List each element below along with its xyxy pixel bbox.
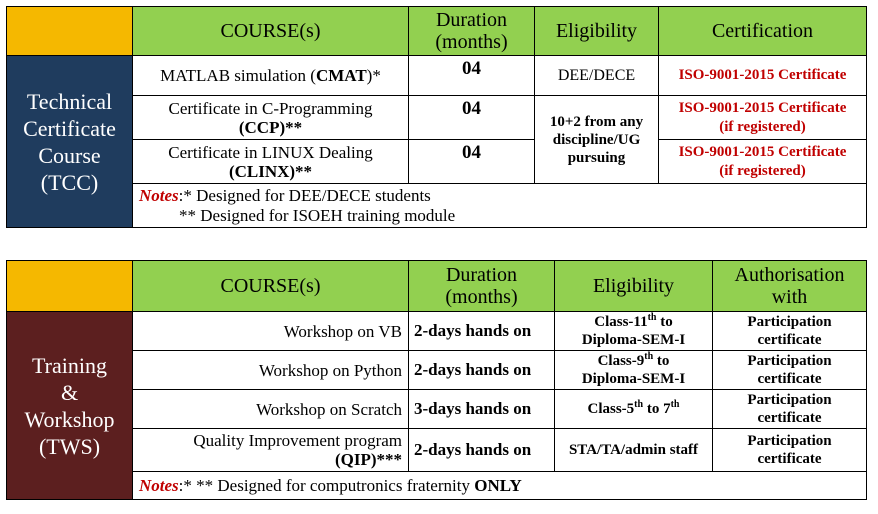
course-name: Certificate in C-Programming (CCP)**: [133, 96, 409, 140]
header-course: COURSE(s): [133, 261, 409, 312]
tws-table: [6, 260, 867, 500]
course-duration: 04: [409, 96, 535, 140]
course-name: Workshop on Scratch: [133, 390, 409, 429]
course-name: Quality Improvement program (QIP)***: [133, 429, 409, 472]
course-name: MATLAB simulation (CMAT)*: [133, 56, 409, 96]
course-certification: ISO-9001-2015 Certificate (if registered): [659, 96, 867, 140]
tws-notes: Notes:* ** Designed for computronics fraternity ONLY: [133, 472, 867, 500]
course-eligibility: Class-9th to Diploma-SEM-I: [555, 351, 713, 390]
header-corner: [7, 261, 133, 312]
header-certification: Certification: [659, 7, 867, 56]
header-corner: [7, 7, 133, 56]
course-eligibility: STA/TA/admin staff: [555, 429, 713, 472]
course-duration: 04: [409, 140, 535, 184]
tws-side-label: Training & Workshop (TWS): [7, 312, 133, 500]
course-certification: ISO-9001-2015 Certificate: [659, 56, 867, 96]
course-duration: 2-days hands on: [409, 351, 555, 390]
tcc-side-label: Technical Certificate Course (TCC): [7, 56, 133, 228]
course-authorisation: Participation certificate: [713, 429, 867, 472]
course-duration: 2-days hands on: [409, 312, 555, 351]
course-eligibility: DEE/DECE: [535, 56, 659, 96]
course-name: Workshop on VB: [133, 312, 409, 351]
course-name: Workshop on Python: [133, 351, 409, 390]
header-duration: Duration (months): [409, 7, 535, 56]
course-authorisation: Participation certificate: [713, 312, 867, 351]
shared-eligibility: 10+2 from any discipline/UG pursuing: [535, 96, 659, 184]
course-duration: 2-days hands on: [409, 429, 555, 472]
course-duration: 3-days hands on: [409, 390, 555, 429]
header-duration: Duration (months): [409, 261, 555, 312]
course-duration: 04: [409, 56, 535, 96]
course-name: Certificate in LINUX Dealing (CLINX)**: [133, 140, 409, 184]
header-course: COURSE(s): [133, 7, 409, 56]
tcc-table: [6, 6, 867, 228]
course-eligibility: Class-5th to 7th: [555, 390, 713, 429]
course-certification: ISO-9001-2015 Certificate (if registered): [659, 140, 867, 184]
course-eligibility: Class-11th to Diploma-SEM-I: [555, 312, 713, 351]
tcc-notes: Notes:* Designed for DEE/DECE students ** Designed for ISOEH training module: [133, 184, 867, 228]
header-eligibility: Eligibility: [555, 261, 713, 312]
header-eligibility: Eligibility: [535, 7, 659, 56]
header-authorisation: Authorisation with: [713, 261, 867, 312]
course-authorisation: Participation certificate: [713, 390, 867, 429]
course-authorisation: Participation certificate: [713, 351, 867, 390]
